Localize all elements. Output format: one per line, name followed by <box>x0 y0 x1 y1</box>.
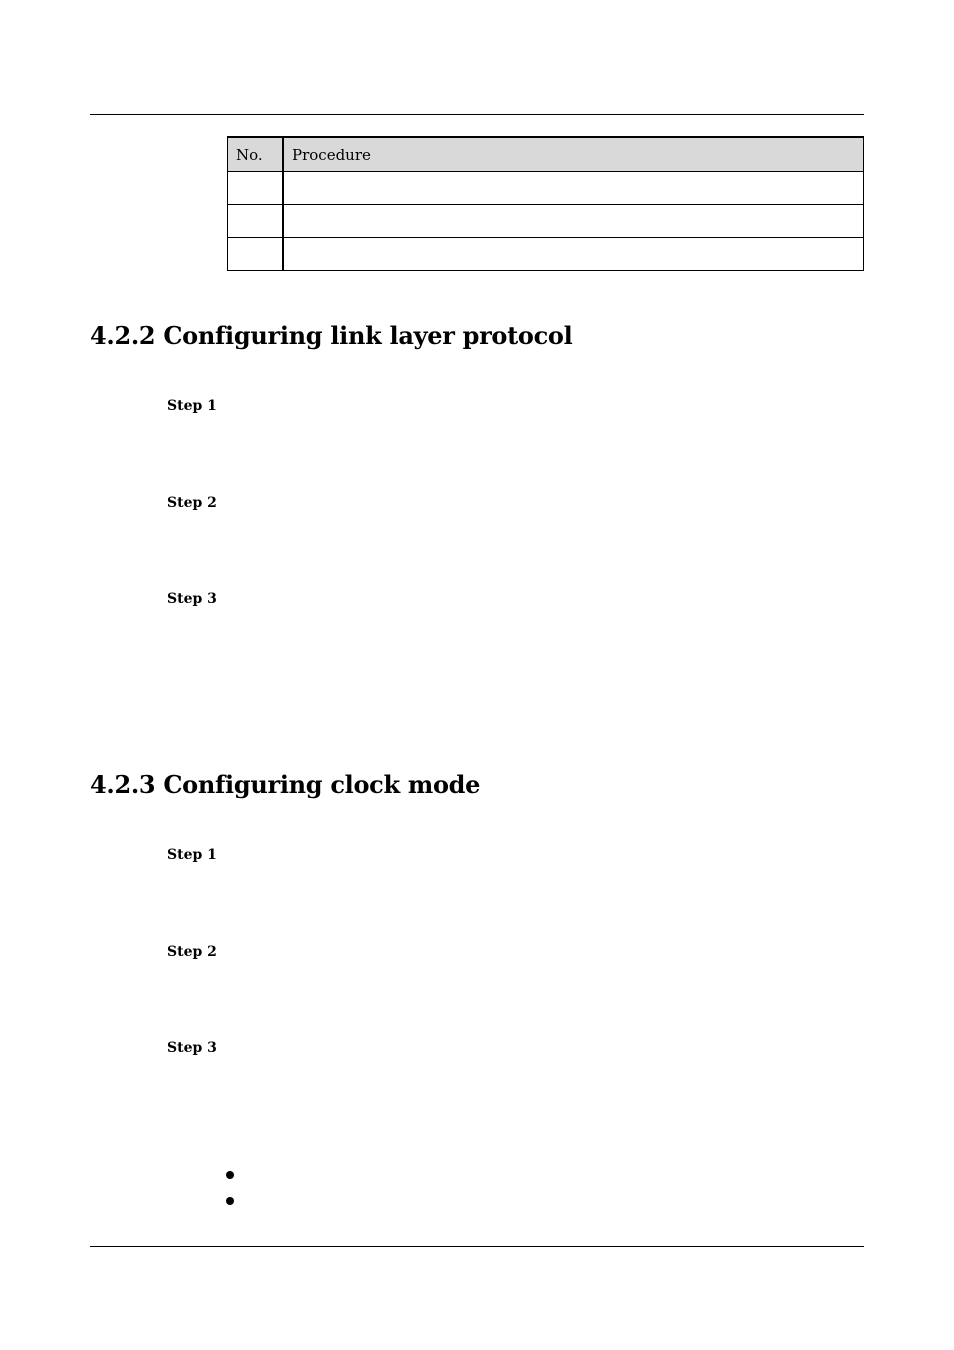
bullet-point <box>226 1197 234 1205</box>
table-cell-no <box>228 238 284 271</box>
table-row <box>228 172 864 205</box>
table-row <box>228 238 864 271</box>
step-label: Step 3 <box>167 591 217 607</box>
procedure-table <box>227 136 864 271</box>
table-cell-procedure <box>283 238 864 271</box>
step-label: Step 3 <box>167 1040 217 1056</box>
header-rule <box>90 114 864 115</box>
column-header-procedure: Procedure <box>283 137 864 172</box>
table-row <box>228 205 864 238</box>
step-label: Step 1 <box>167 398 217 414</box>
table-cell-procedure <box>283 172 864 205</box>
table-cell-procedure <box>283 205 864 238</box>
step-label: Step 2 <box>167 495 217 511</box>
column-header-no: No. <box>228 137 284 172</box>
table-header-row <box>228 137 864 172</box>
section-heading-link-layer: 4.2.2 Configuring link layer protocol <box>90 321 573 350</box>
footer-rule <box>90 1246 864 1247</box>
table-cell-no <box>228 205 284 238</box>
bullet-point <box>226 1171 234 1179</box>
table-cell-no <box>228 172 284 205</box>
section-heading-clock-mode: 4.2.3 Configuring clock mode <box>90 770 481 799</box>
step-label: Step 1 <box>167 847 217 863</box>
step-label: Step 2 <box>167 944 217 960</box>
